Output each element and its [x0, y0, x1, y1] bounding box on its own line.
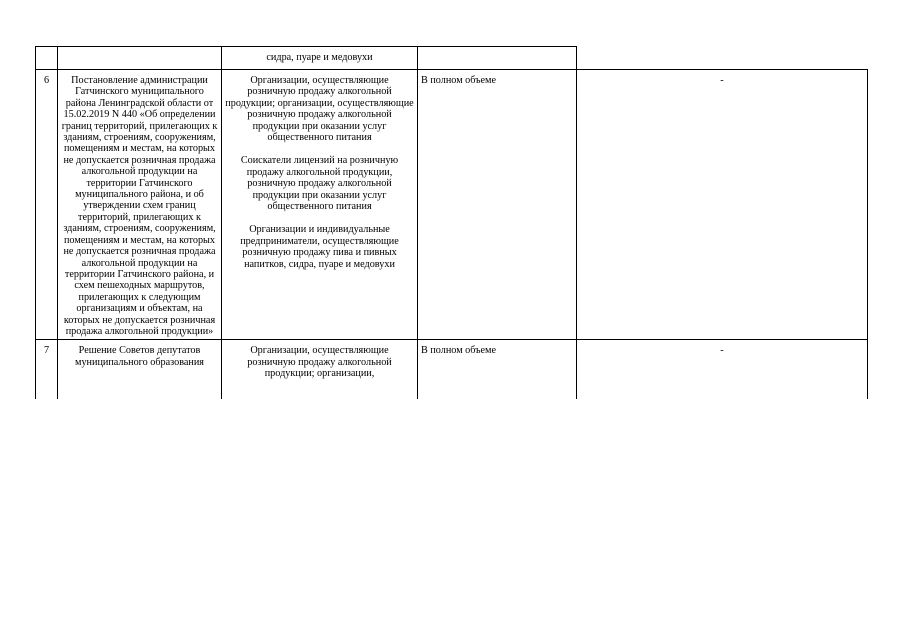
row-number: 6: [43, 75, 50, 86]
table-row: [36, 70, 868, 340]
document-text: Решение Советов депутатов муниципального образования: [75, 345, 204, 368]
legal-acts-table: [35, 46, 868, 399]
row-number-cell: [36, 340, 58, 400]
document-cell: [58, 47, 222, 70]
subjects-text: Соискатели лицензий на розничную продажу алкогольной продукции, розничную продажу алкогольной продукции при оказании услуг общественного питания: [240, 155, 399, 213]
subjects-cell: [222, 340, 418, 400]
table-row: [36, 47, 868, 70]
subjects-text: сидра, пуаре и медовухи: [266, 52, 373, 63]
scope-cell: [418, 47, 577, 70]
scope-cell: [418, 340, 577, 400]
subjects-text: Организации и индивидуальные предприниматели, осуществляющие розничную продажу пива и пивных напитков, сидра, пуаре и медовухи: [240, 224, 399, 270]
row-number-cell: [36, 70, 58, 340]
scope-text: В полном объеме: [421, 75, 496, 86]
subjects-cell: [222, 47, 418, 70]
note-text: -: [720, 345, 724, 357]
scope-text: В полном объеме: [421, 345, 496, 357]
row-number-cell: [36, 47, 58, 70]
document-cell: [58, 340, 222, 400]
row-number: 7: [43, 345, 50, 357]
subjects-text: Организации, осуществляющие розничную продажу алкогольной продукции; организации, осуществляющие розничную продажу алкогольной продукции при оказании услуг общественного питания: [225, 75, 414, 144]
paragraph-gap: [225, 212, 414, 224]
table-row: [36, 340, 868, 400]
paragraph-gap: [225, 143, 414, 155]
note-text: -: [720, 75, 724, 86]
subjects-text: Организации, осуществляющие розничную продажу алкогольной продукции; организации,: [247, 345, 392, 380]
subjects-cell: [222, 70, 418, 340]
document-text: Постановление администрации Гатчинского муниципального района Ленинградской области от 15.02.2019 N 440 «Об определении границ территорий, прилегающих к зданиям, строениям, сооружениям, помещениям и местам, на которых не допускается розничная продажа алкогольной продукции на территории Гатчинского муниципального района, и об утверждении схем границ территорий, прилегающих к зданиям, строениям, сооружениям, помещениям и местам, на которых не допускается розничная продажа алкогольной продукции на территории Гатчинского района, и схем пешеходных маршрутов, прилегающих к следующим организациям и объектам, на которых не допускается розничная продажа алкогольной продукции»: [61, 75, 218, 337]
scope-cell: [418, 70, 577, 340]
document-cell: [58, 70, 222, 340]
note-cell: [577, 47, 868, 70]
note-cell: [577, 340, 868, 400]
note-cell: [577, 70, 868, 340]
